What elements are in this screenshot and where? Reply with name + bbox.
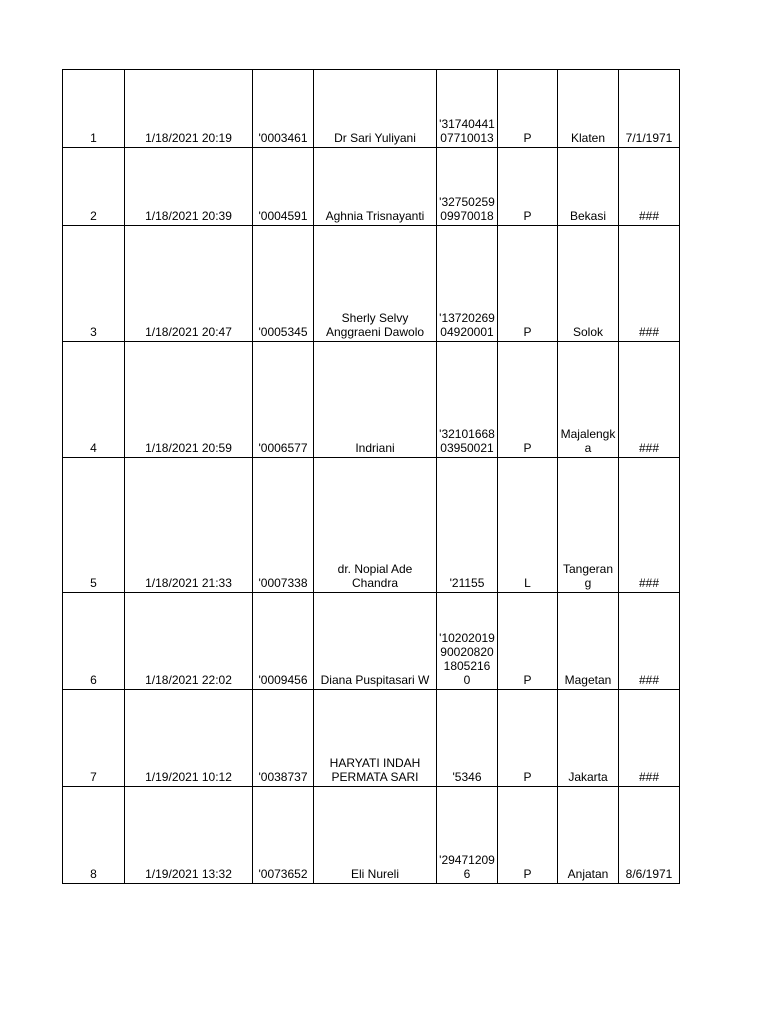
cell-timestamp[interactable]: 1/18/2021 20:59 — [125, 342, 253, 458]
table-row — [63, 787, 680, 884]
cell-id[interactable]: '0003461 — [253, 70, 314, 148]
cell-nik[interactable]: '5346 — [437, 690, 498, 787]
cell-jk[interactable]: P — [498, 70, 558, 148]
cell-id[interactable]: '0073652 — [253, 787, 314, 884]
cell-tgl-lahir[interactable]: 8/6/1971 — [619, 787, 680, 884]
table-row — [63, 690, 680, 787]
cell-no[interactable]: 1 — [63, 70, 125, 148]
cell-tgl-lahir[interactable]: ### — [619, 148, 680, 226]
cell-timestamp[interactable]: 1/19/2021 10:12 — [125, 690, 253, 787]
cell-kota[interactable]: Majalengka — [558, 342, 619, 458]
cell-jk[interactable]: P — [498, 226, 558, 342]
cell-jk[interactable]: P — [498, 342, 558, 458]
cell-timestamp[interactable]: 1/18/2021 20:19 — [125, 70, 253, 148]
cell-nik[interactable]: '3210166803950021 — [437, 342, 498, 458]
cell-jk[interactable]: L — [498, 458, 558, 593]
cell-nama[interactable]: Sherly Selvy Anggraeni Dawolo — [314, 226, 437, 342]
cell-tgl-lahir[interactable]: ### — [619, 226, 680, 342]
cell-kota[interactable]: Klaten — [558, 70, 619, 148]
cell-jk[interactable]: P — [498, 148, 558, 226]
cell-nik[interactable]: '3174044107710013 — [437, 70, 498, 148]
cell-nama[interactable]: HARYATI INDAH PERMATA SARI — [314, 690, 437, 787]
cell-id[interactable]: '0009456 — [253, 593, 314, 690]
cell-no[interactable]: 6 — [63, 593, 125, 690]
cell-id[interactable]: '0007338 — [253, 458, 314, 593]
cell-tgl-lahir[interactable]: ### — [619, 458, 680, 593]
cell-id[interactable]: '0004591 — [253, 148, 314, 226]
cell-nama[interactable]: Eli Nureli — [314, 787, 437, 884]
table-row — [63, 593, 680, 690]
cell-nama[interactable]: Aghnia Trisnayanti — [314, 148, 437, 226]
cell-no[interactable]: 4 — [63, 342, 125, 458]
cell-nik[interactable]: '21155 — [437, 458, 498, 593]
cell-kota[interactable]: Jakarta — [558, 690, 619, 787]
cell-kota[interactable]: Tangerang — [558, 458, 619, 593]
cell-kota[interactable]: Bekasi — [558, 148, 619, 226]
cell-tgl-lahir[interactable]: ### — [619, 593, 680, 690]
cell-kota[interactable]: Solok — [558, 226, 619, 342]
cell-no[interactable]: 7 — [63, 690, 125, 787]
cell-id[interactable]: '0005345 — [253, 226, 314, 342]
table-row — [63, 342, 680, 458]
cell-no[interactable]: 5 — [63, 458, 125, 593]
cell-nik[interactable]: '3275025909970018 — [437, 148, 498, 226]
table-row — [63, 226, 680, 342]
table-row — [63, 148, 680, 226]
cell-jk[interactable]: P — [498, 593, 558, 690]
cell-timestamp[interactable]: 1/18/2021 20:39 — [125, 148, 253, 226]
cell-jk[interactable]: P — [498, 787, 558, 884]
cell-timestamp[interactable]: 1/19/2021 13:32 — [125, 787, 253, 884]
cell-nik[interactable]: '294712096 — [437, 787, 498, 884]
cell-nama[interactable]: dr. Nopial Ade Chandra — [314, 458, 437, 593]
table-row — [63, 458, 680, 593]
cell-timestamp[interactable]: 1/18/2021 22:02 — [125, 593, 253, 690]
cell-nik[interactable]: '1372026904920001 — [437, 226, 498, 342]
cell-nama[interactable]: Indriani — [314, 342, 437, 458]
cell-id[interactable]: '0038737 — [253, 690, 314, 787]
cell-jk[interactable]: P — [498, 690, 558, 787]
cell-no[interactable]: 3 — [63, 226, 125, 342]
cell-no[interactable]: 8 — [63, 787, 125, 884]
cell-no[interactable]: 2 — [63, 148, 125, 226]
cell-nama[interactable]: Diana Puspitasari W — [314, 593, 437, 690]
cell-tgl-lahir[interactable]: ### — [619, 690, 680, 787]
cell-timestamp[interactable]: 1/18/2021 21:33 — [125, 458, 253, 593]
cell-kota[interactable]: Anjatan — [558, 787, 619, 884]
table-row — [63, 70, 680, 148]
cell-nik[interactable]: '10202019900208201805216 0 — [437, 593, 498, 690]
cell-id[interactable]: '0006577 — [253, 342, 314, 458]
cell-timestamp[interactable]: 1/18/2021 20:47 — [125, 226, 253, 342]
spreadsheet-table — [62, 69, 680, 884]
cell-tgl-lahir[interactable]: ### — [619, 342, 680, 458]
cell-nama[interactable]: Dr Sari Yuliyani — [314, 70, 437, 148]
cell-tgl-lahir[interactable]: 7/1/1971 — [619, 70, 680, 148]
cell-kota[interactable]: Magetan — [558, 593, 619, 690]
